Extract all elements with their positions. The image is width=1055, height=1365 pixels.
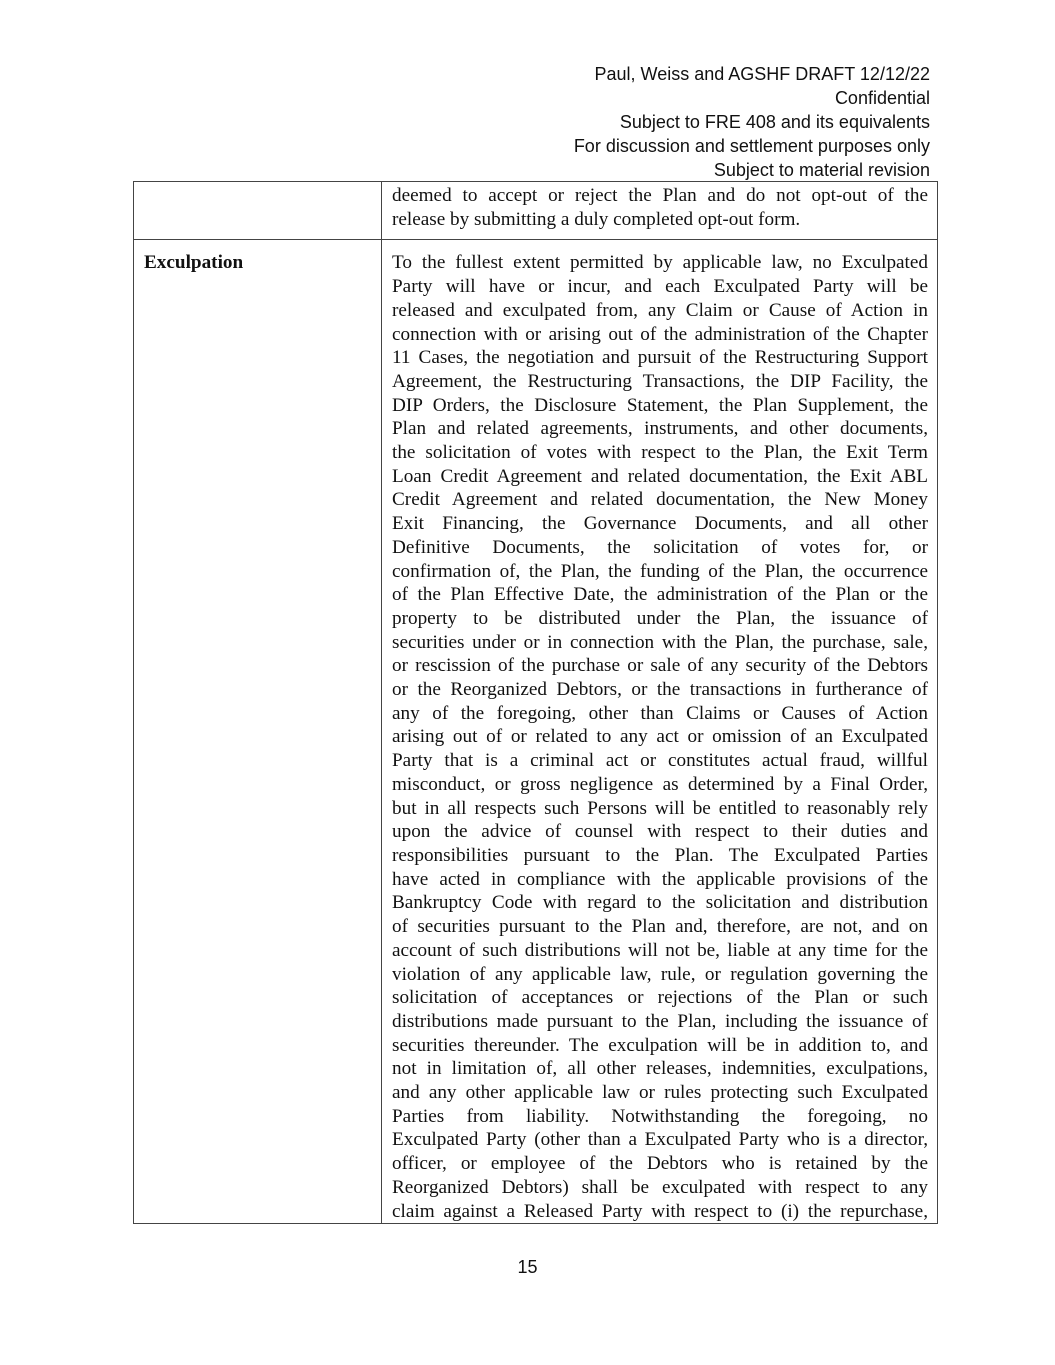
text-line: deemed to accept or reject the Plan and do not opt-out of the (392, 185, 928, 206)
text-line: officer, or employee of the Debtors who is retained by the (392, 1153, 928, 1175)
text-line: have acted in compliance with the applicable provisions of the (392, 868, 928, 890)
table-row-exculpation (134, 240, 937, 1223)
text-line: connection with or arising out of the administration of the Chapter (392, 323, 928, 345)
term-sheet-table (133, 181, 938, 1224)
header-line: Subject to material revision (713, 160, 930, 180)
header-line: For discussion and settlement purposes only (573, 136, 930, 156)
text-line: property to be distributed under the Plan, the issuance of (392, 607, 928, 629)
text-line: or rescission of the purchase or sale of any security of the Debtors (392, 655, 928, 677)
text-line: and any other applicable law or rules protecting such Exculpated (392, 1082, 928, 1104)
text-line: Exit Financing, the Governance Documents, and all other (392, 513, 928, 535)
text-line: but in all respects such Persons will be entitled to reasonably rely (392, 797, 928, 819)
text-line: securities under or in connection with the Plan, the purchase, sale, (392, 631, 928, 653)
text-line: Party that is a criminal act or constitutes actual fraud, willful (392, 750, 928, 772)
text-line: DIP Orders, the Disclosure Statement, the Plan Supplement, the (392, 394, 928, 416)
text-line: Plan and related agreements, instruments, and other documents, (392, 418, 928, 440)
text-line: Party will have or incur, and each Exculpated Party will be (392, 276, 928, 298)
header-line: Subject to FRE 408 and its equivalents (619, 112, 930, 132)
text-line: any of the foregoing, other than Claims or Causes of Action (392, 702, 928, 724)
header-line: Confidential (834, 88, 930, 108)
text-line: violation of any applicable law, rule, or regulation governing the (392, 963, 928, 985)
row-content (382, 182, 937, 239)
row-content (382, 240, 937, 1223)
text-line: of securities pursuant to the Plan and, therefore, are not, and on (392, 916, 928, 938)
row-label (134, 182, 382, 239)
page-number: 15 (517, 1257, 538, 1277)
text-line: To the fullest extent permitted by applicable law, no Exculpated (392, 252, 928, 274)
text-line: or the Reorganized Debtors, or the transactions in furtherance of (392, 679, 928, 701)
text-line: of the Plan Effective Date, the administration of the Plan or the (392, 584, 928, 606)
text-line: securities thereunder. The exculpation will be in addition to, and (392, 1034, 928, 1056)
row-label: Exculpation (134, 240, 382, 1223)
text-line: account of such distributions will not be, liable at any time for the (392, 939, 928, 961)
text-line: responsibilities pursuant to the Plan. The Exculpated Parties (392, 844, 928, 866)
header-line: Paul, Weiss and AGSHF DRAFT 12/12/22 (594, 64, 930, 84)
text-line: Reorganized Debtors) shall be exculpated with respect to any (392, 1176, 928, 1198)
text-line: Definitive Documents, the solicitation of votes for, or (392, 536, 928, 558)
text-line: distributions made pursuant to the Plan, including the issuance of (392, 1010, 928, 1032)
text-line: claim against a Released Party with respect to (i) the repurchase, (392, 1200, 928, 1222)
text-line: Agreement, the Restructuring Transactions, the DIP Facility, the (392, 370, 928, 392)
text-line: Exculpated Party (other than a Exculpated Party who is a director, (392, 1129, 928, 1151)
text-line: released and exculpated from, any Claim or Cause of Action in (392, 299, 928, 321)
text-line: Loan Credit Agreement and related documentation, the Exit ABL (392, 465, 928, 487)
text-line: confirmation of, the Plan, the funding of the Plan, the occurrence (392, 560, 928, 582)
text-line: upon the advice of counsel with respect to their duties and (392, 821, 928, 843)
text-line: Parties from liability. Notwithstanding the foregoing, no (392, 1105, 928, 1127)
text-line: release by submitting a duly completed opt-out form. (392, 208, 801, 230)
text-line: misconduct, or gross negligence as determined by a Final Order, (392, 773, 928, 795)
text-line: arising out of or related to any act or omission of an Exculpated (392, 726, 928, 748)
text-line: Credit Agreement and related documentation, the New Money (392, 489, 928, 511)
text-line: Bankruptcy Code with regard to the solicitation and distribution (392, 892, 928, 914)
text-line: not in limitation of, all other releases, indemnities, exculpations, (392, 1058, 928, 1080)
text-line: 11 Cases, the negotiation and pursuit of the Restructuring Support (392, 347, 928, 369)
text-line: solicitation of acceptances or rejections of the Plan or such (392, 987, 928, 1009)
table-row (134, 182, 937, 240)
draft-header (574, 62, 930, 182)
text-line: the solicitation of votes with respect to the Plan, the Exit Term (392, 442, 928, 464)
